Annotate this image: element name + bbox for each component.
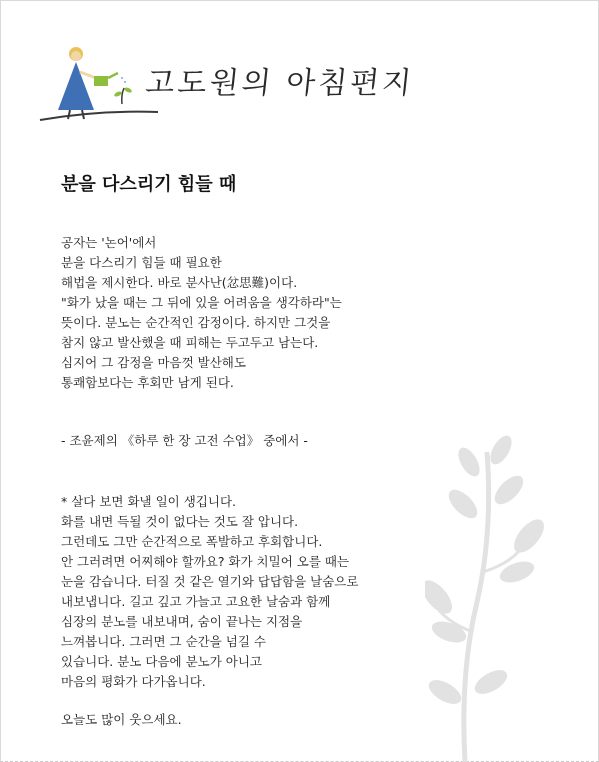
quote-text (61, 233, 421, 393)
quote-line: "화가 났을 때는 그 뒤에 있을 어려움을 생각하라"는 (61, 295, 342, 310)
letter-title: 분을 다스리기 힘들 때 (61, 174, 237, 195)
quote-line: 참지 않고 발산했을 때 피해는 두고두고 남는다. (61, 335, 319, 350)
leafy-branch-icon (425, 432, 575, 762)
quote-line: 분을 다스리기 힘들 때 필요한 (61, 255, 222, 270)
note-line: 그런데도 그만 순간적으로 폭발하고 후회합니다. (61, 534, 323, 549)
quote-line: 심지어 그 감정을 마음껏 발산해도 (61, 355, 246, 370)
note-line: * 살다 보면 화낼 일이 생깁니다. (61, 494, 236, 509)
source-citation: - 조윤제의 《하루 한 장 고전 수업》 중에서 - (61, 433, 308, 448)
note-line: 있습니다. 분노 다음에 분노가 아니고 (61, 654, 262, 669)
closing-line: 오늘도 많이 웃으세요. (61, 712, 182, 727)
note-line: 심장의 분노를 내보내며, 숨이 끝나는 지점을 (61, 614, 303, 629)
note-line: 안 그러려면 어찌해야 할까요? 화가 치밀어 오를 때는 (61, 554, 350, 569)
brand-title: 고도원의 아침편지 (143, 66, 416, 101)
note-line: 화를 내면 득될 것이 없다는 것도 잘 압니다. (61, 514, 299, 529)
note-line: 내보냅니다. 길고 깊고 가늘고 고요한 날숨과 함께 (61, 594, 331, 609)
quote-line: 뜻이다. 분노는 순간적인 감정이다. 하지만 그것을 (61, 315, 331, 330)
note-line: 눈을 감습니다. 터질 것 같은 열기와 답답함을 날숨으로 (61, 574, 359, 589)
quote-line: 통쾌함보다는 후회만 남게 된다. (61, 375, 234, 390)
note-line: 느껴봅니다. 그러면 그 순간을 넘길 수 (61, 634, 266, 649)
quote-line: 해법을 제시한다. 바로 분사난(忿思難)이다. (61, 275, 298, 290)
note-line: 마음의 평화가 다가옵니다. (61, 674, 206, 689)
quote-line: 공자는 '논어'에서 (61, 235, 157, 250)
commentary-text (61, 492, 431, 692)
